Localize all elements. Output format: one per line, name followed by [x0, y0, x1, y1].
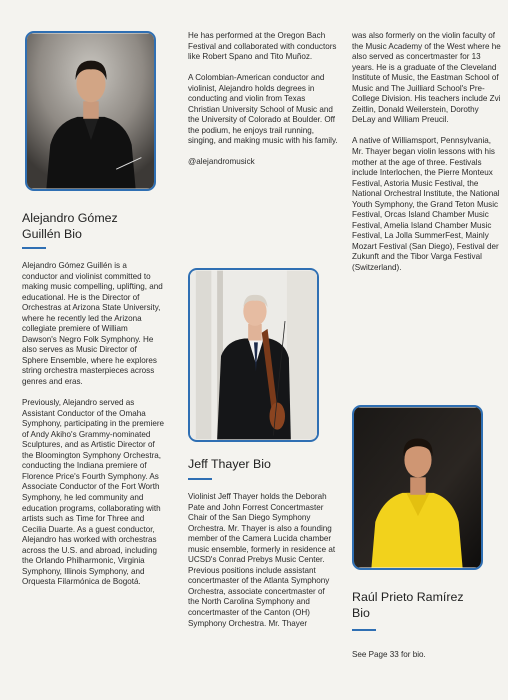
alejandro-bio-p2: Previously, Alejandro served as Assistant Conductor of the Omaha Symphony, participating in the premiere of Andy Akiho's Grammy-nominated Sculptures, and as Artistic Director of the Bloomington Symphony Orchestra, conducting the Indiana premiere of Florence Price's Fourth Symphony. As Associate Conductor of the Fort Worth Symphony, he led community and education programs, collaborating with artists such as Time for Three and Cecilia Duarte. As a guest conductor, Alejandro has worked with orchestras across the U.S. and abroad, including the Orlando Philharmonic, Virginia Symphony, Illinois Symphony, and Orquesta Filarmónica de Bogotá. — [22, 398, 165, 587]
raul-prieto-see-page — [352, 650, 504, 661]
jeff-thayer-heading: Jeff Thayer Bio — [188, 457, 271, 471]
portrait-photo-icon — [354, 407, 481, 568]
portrait-photo-icon — [27, 33, 154, 189]
raul-prieto-heading — [352, 590, 504, 621]
alejandro-bio — [22, 261, 164, 588]
alejandro-bio-p4: A Colombian-American conductor and violinist, Alejandro holds degrees in conducting and violin from Texas Christian University School of Music and the University of Colorado at Boulder. Off the podium, he enjoys trail running, singing, and making music with his family. — [188, 73, 338, 146]
alejandro-heading-rule — [22, 247, 46, 249]
jeff-thayer-bio-p3: A native of Williamsport, Pennsylvania, Mr. Thayer began violin lessons with his mother at the age of three. Festivals include Interlochen, the Pierre Monteux Festival, Astoria Music Festival, the National Orchestral Institute, the National Youth Symphony, the Grand Teton Music Festival, Orcas Island Chamber Music Festival, Amelia Island Chamber Music Festival, La Jolla SummerFest, Mainly Mozart Festival (San Diego), Festival der Zukunft and the Tibor Varga Festival (Switzerland). — [352, 136, 500, 272]
jeff-thayer-photo — [188, 268, 319, 442]
jeff-thayer-bio-p1: Violinist Jeff Thayer holds the Deborah Pate and John Forrest Concertmaster Chair of the San Diego Symphony Orchestra. Mr. Thayer is also a founding member of the Camera Lucida chamber music ensemble, formerly in residence at UCSD's Conrad Prebys Music Center. Previous positions include assistant concertmaster of the Atlanta Symphony Orchestra, associate concertmaster of the North Carolina Symphony and concertmaster of the Canton (OH) Symphony Orchestra. Mr. Thayer — [188, 492, 336, 628]
alejandro-bio-p1: Alejandro Gómez Guillén is a conductor and violinist committed to making music compelling, uplifting, and educational. He is the Director of Orchestras at Arizona State University, where he recently led the Arizona collegiate premiere of William Dawson's Negro Folk Symphony. He also serves as Music Director of Sphere Ensemble, where he explores string orchestra masterpieces across genres and eras. — [22, 261, 163, 387]
jeff-thayer-bio-continued — [352, 31, 504, 274]
alejandro-heading-line1: Alejandro Gómez — [22, 211, 118, 225]
jeff-thayer-bio — [188, 492, 338, 629]
portrait-photo-icon — [190, 270, 317, 440]
alejandro-photo — [25, 31, 156, 191]
jeff-thayer-bio-p2: was also formerly on the violin faculty of the Music Academy of the West where he also served as concertmaster for 13 years. He is a graduate of the Cleveland Institute of Music, the Eastman School of Music and The Juilliard School's Pre-College Division. His teachers include Zvi Zeitlin, Donald Weilerstein, Dorothy DeLay and William Preucil. — [352, 31, 501, 125]
alejandro-social-handle: @alejandromusick — [188, 157, 255, 167]
raul-prieto-photo — [352, 405, 483, 570]
alejandro-heading — [22, 211, 162, 242]
alejandro-bio-continued — [188, 31, 338, 168]
jeff-thayer-heading-rule — [188, 478, 212, 480]
raul-prieto-see-page-text: See Page 33 for bio. — [352, 650, 426, 659]
raul-prieto-heading-line2: Bio — [352, 605, 370, 620]
raul-prieto-heading-line1: Raúl Prieto Ramírez — [352, 590, 464, 604]
raul-prieto-heading-rule — [352, 629, 376, 631]
alejandro-bio-p3: He has performed at the Oregon Bach Festival and collaborated with conductors like Robert Spano and Tito Muñoz. — [188, 31, 337, 62]
alejandro-heading-line2: Guillén Bio — [22, 226, 82, 241]
